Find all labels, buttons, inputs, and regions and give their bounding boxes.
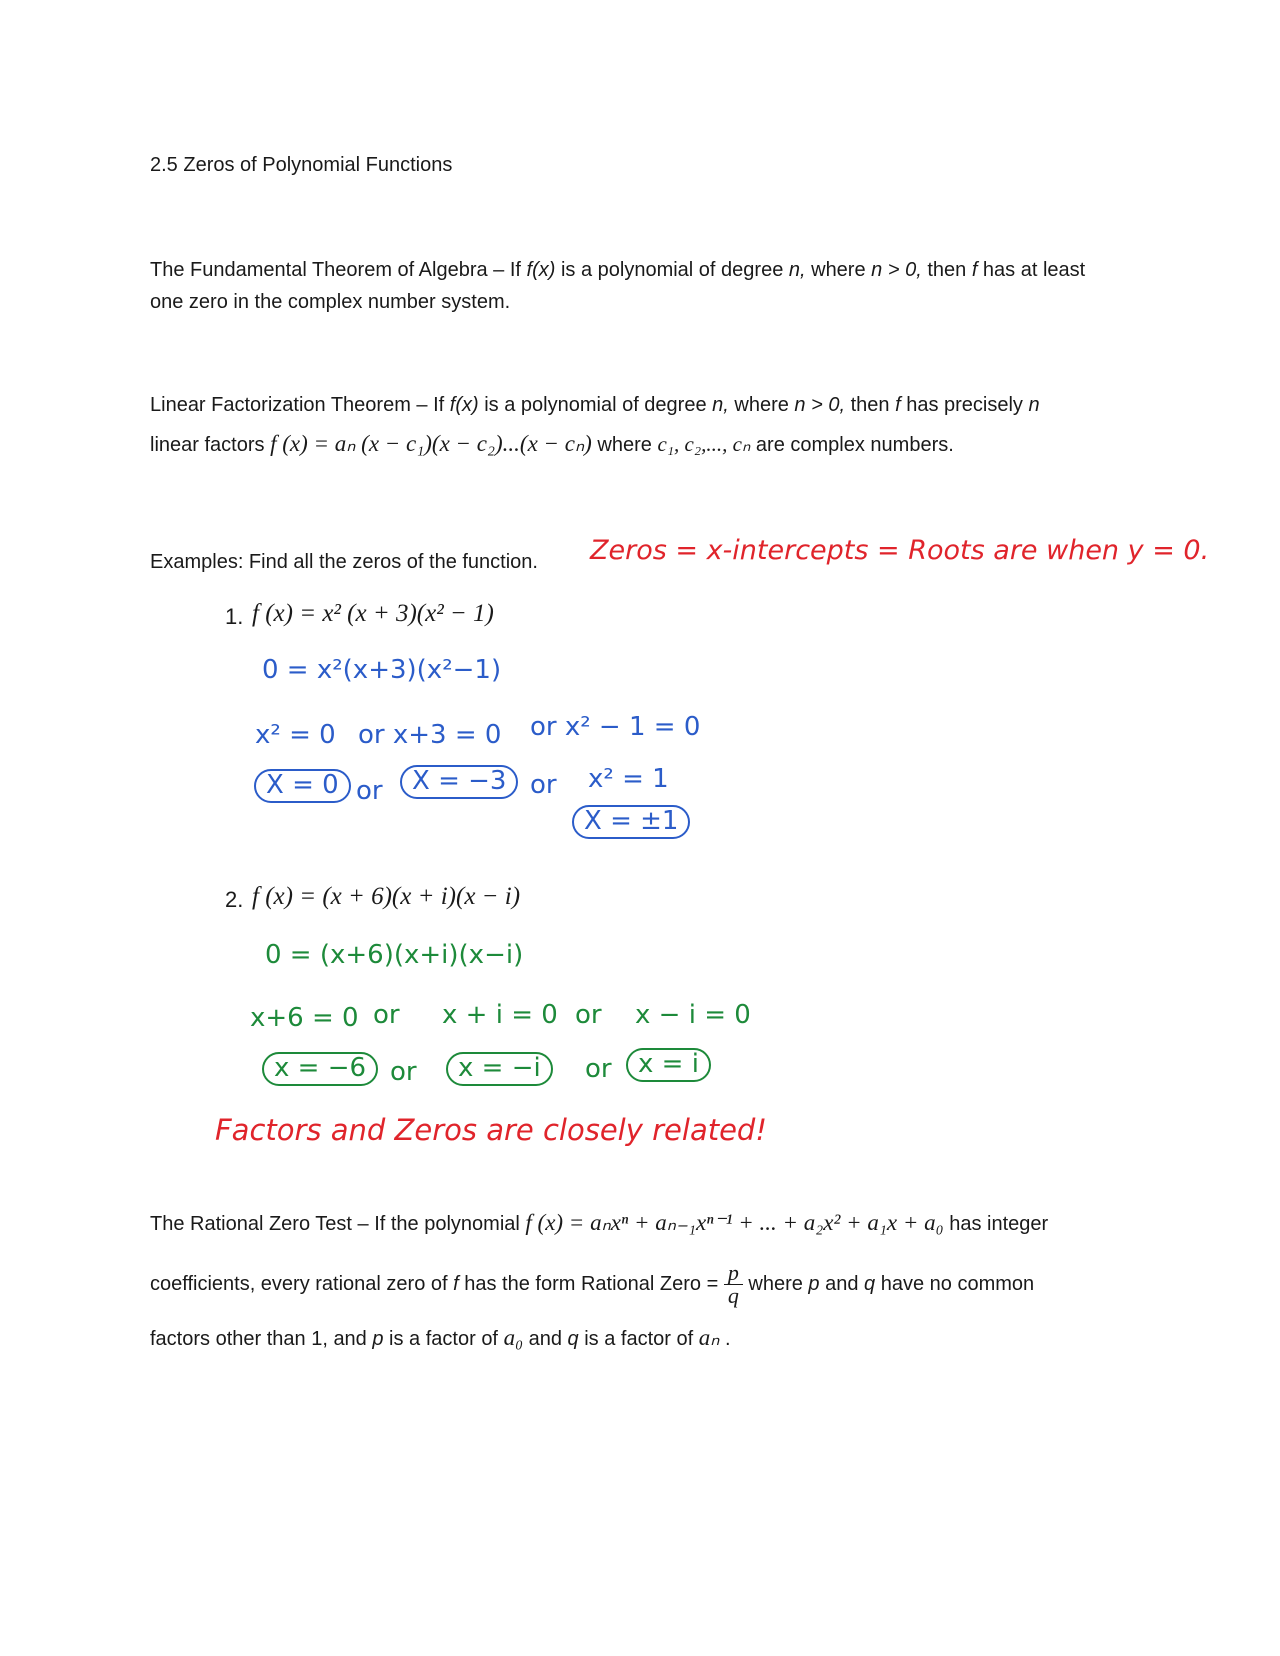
- ex2-step2a: x+6 = 0: [250, 1003, 359, 1033]
- rzt-line2: [150, 1262, 1034, 1307]
- lft-line2-tail: are complex numbers.: [750, 434, 954, 456]
- rzt-lead: The Rational Zero Test – If the polynomial: [150, 1213, 526, 1235]
- rzt-line3-mid1: is a factor of: [383, 1328, 504, 1350]
- lft-mid1: is a polynomial of degree: [478, 394, 713, 416]
- fta-n: n,: [788, 259, 806, 281]
- lft-f: f: [895, 394, 901, 416]
- ex1-step1: 0 = x²(x+3)(x²−1): [262, 655, 502, 685]
- ex2-or-2: or: [585, 1054, 612, 1084]
- fta-mid1: is a polynomial of degree: [555, 259, 789, 281]
- rzt-line3-lead: factors other than 1, and: [150, 1328, 373, 1350]
- fta-lead: The Fundamental Theorem of Algebra – If: [150, 259, 527, 281]
- rzt-line2-tail-a: where: [742, 1272, 809, 1295]
- red-note-factors: Factors and Zeros are closely related!: [215, 1113, 767, 1147]
- rzt-a0: a₀: [503, 1325, 524, 1350]
- ex2-solution-2-text: x = −i: [446, 1052, 553, 1086]
- rzt-line2-tail-b: and: [819, 1272, 865, 1295]
- rzt-q2: q: [864, 1272, 876, 1295]
- ex1-step2a: x² = 0: [255, 720, 336, 750]
- ex1-step2c: or x² − 1 = 0: [530, 712, 701, 742]
- fundamental-theorem: [150, 254, 1090, 318]
- example-1-formula: f (x) = x² (x + 3)(x² − 1): [252, 600, 494, 627]
- example-1-number: 1.: [225, 604, 244, 629]
- rzt-p2: p: [808, 1272, 820, 1295]
- example-2-number: 2.: [225, 887, 244, 912]
- ex2-solution-2: [446, 1052, 553, 1086]
- page-title: 2.5 Zeros of Polynomial Functions: [150, 154, 453, 176]
- rzt-line2-tail-c: have no common: [875, 1272, 1035, 1295]
- rzt-formula: f (x) = aₙxⁿ + aₙ₋₁xⁿ⁻¹ + ... + a₂x² + a₁x + a₀: [525, 1210, 944, 1235]
- lft-n: n,: [712, 394, 729, 416]
- lft-formula: f (x) = aₙ (x − c₁)(x − c₂)...(x − cₙ): [270, 431, 592, 456]
- lft-line1: [150, 390, 1040, 421]
- examples-label: Examples: Find all the zeros of the function.: [150, 551, 538, 573]
- red-note-zeros: Zeros = x-intercepts = Roots are when y = 0.: [590, 535, 1210, 566]
- ex2-solution-1: [262, 1052, 378, 1086]
- lft-consts: c₁, c₂,..., cₙ: [657, 432, 751, 456]
- rzt-line3: [150, 1320, 731, 1356]
- ex1-solution-2-text: X = −3: [400, 765, 518, 799]
- ex2-solution-1-text: x = −6: [262, 1052, 378, 1086]
- lft-mid2: where: [728, 394, 795, 416]
- ex2-step2b: x + i = 0: [442, 1000, 558, 1030]
- rzt-q3: q: [567, 1328, 579, 1350]
- rzt-p3: p: [372, 1328, 384, 1350]
- lft-line2-mid: where: [591, 434, 658, 456]
- p-over-q-fraction: [724, 1262, 743, 1307]
- lft-line2-lead: linear factors: [150, 434, 271, 456]
- fta-mid3: then: [921, 259, 972, 281]
- ex1-solution-1: [254, 769, 351, 803]
- ex2-or-1: or: [390, 1057, 417, 1087]
- rzt-line1: [150, 1205, 1048, 1241]
- rzt-an: aₙ: [698, 1325, 720, 1350]
- ex2-step2c: x − i = 0: [635, 1000, 751, 1030]
- ex1-or-1: or: [356, 776, 383, 806]
- ex1-solution-1-text: X = 0: [254, 769, 351, 803]
- ex2-or-b: or: [575, 1000, 602, 1030]
- rzt-tail1: has integer: [943, 1213, 1049, 1235]
- rzt-line3-mid2: and: [523, 1328, 568, 1350]
- lft-lead: Linear Factorization Theorem – If: [150, 394, 450, 416]
- lft-n2: n: [1028, 394, 1040, 416]
- fraction-denominator: q: [727, 1283, 739, 1308]
- ex1-or-2: or: [530, 770, 557, 800]
- lft-mid4: has precisely: [900, 394, 1029, 416]
- ex1-solution-3: [572, 805, 690, 839]
- ex2-solution-3: [626, 1048, 711, 1082]
- rzt-f: f: [453, 1272, 459, 1295]
- ex1-solution-3-text: X = ±1: [572, 805, 690, 839]
- ex1-step2b: or x+3 = 0: [358, 720, 502, 750]
- fta-f: f: [971, 259, 978, 281]
- ex2-step1: 0 = (x+6)(x+i)(x−i): [265, 940, 524, 970]
- rzt-line3-tail: .: [719, 1328, 731, 1350]
- lft-cond: n > 0,: [794, 394, 846, 416]
- rzt-line2-lead: coefficients, every rational zero of: [150, 1272, 454, 1295]
- fta-fx: f(x): [526, 259, 556, 281]
- lft-line2: [150, 426, 954, 462]
- example-2-formula: f (x) = (x + 6)(x + i)(x − i): [252, 883, 521, 910]
- fta-tail: has at least one zero in the complex number system.: [150, 259, 1086, 313]
- fta-mid2: where: [805, 259, 872, 281]
- ex2-or-a: or: [373, 1000, 400, 1030]
- fraction-numerator: p: [724, 1262, 743, 1285]
- ex1-step3c: x² = 1: [588, 764, 669, 794]
- fta-cond: n > 0,: [871, 259, 922, 281]
- ex2-solution-3-text: x = i: [626, 1048, 711, 1082]
- ex1-solution-2: [400, 765, 518, 799]
- rzt-line3-mid3: is a factor of: [578, 1328, 699, 1350]
- lft-fx: f(x): [449, 394, 479, 416]
- rzt-line2-mid: has the form Rational Zero =: [458, 1272, 724, 1295]
- lft-mid3: then: [845, 394, 896, 416]
